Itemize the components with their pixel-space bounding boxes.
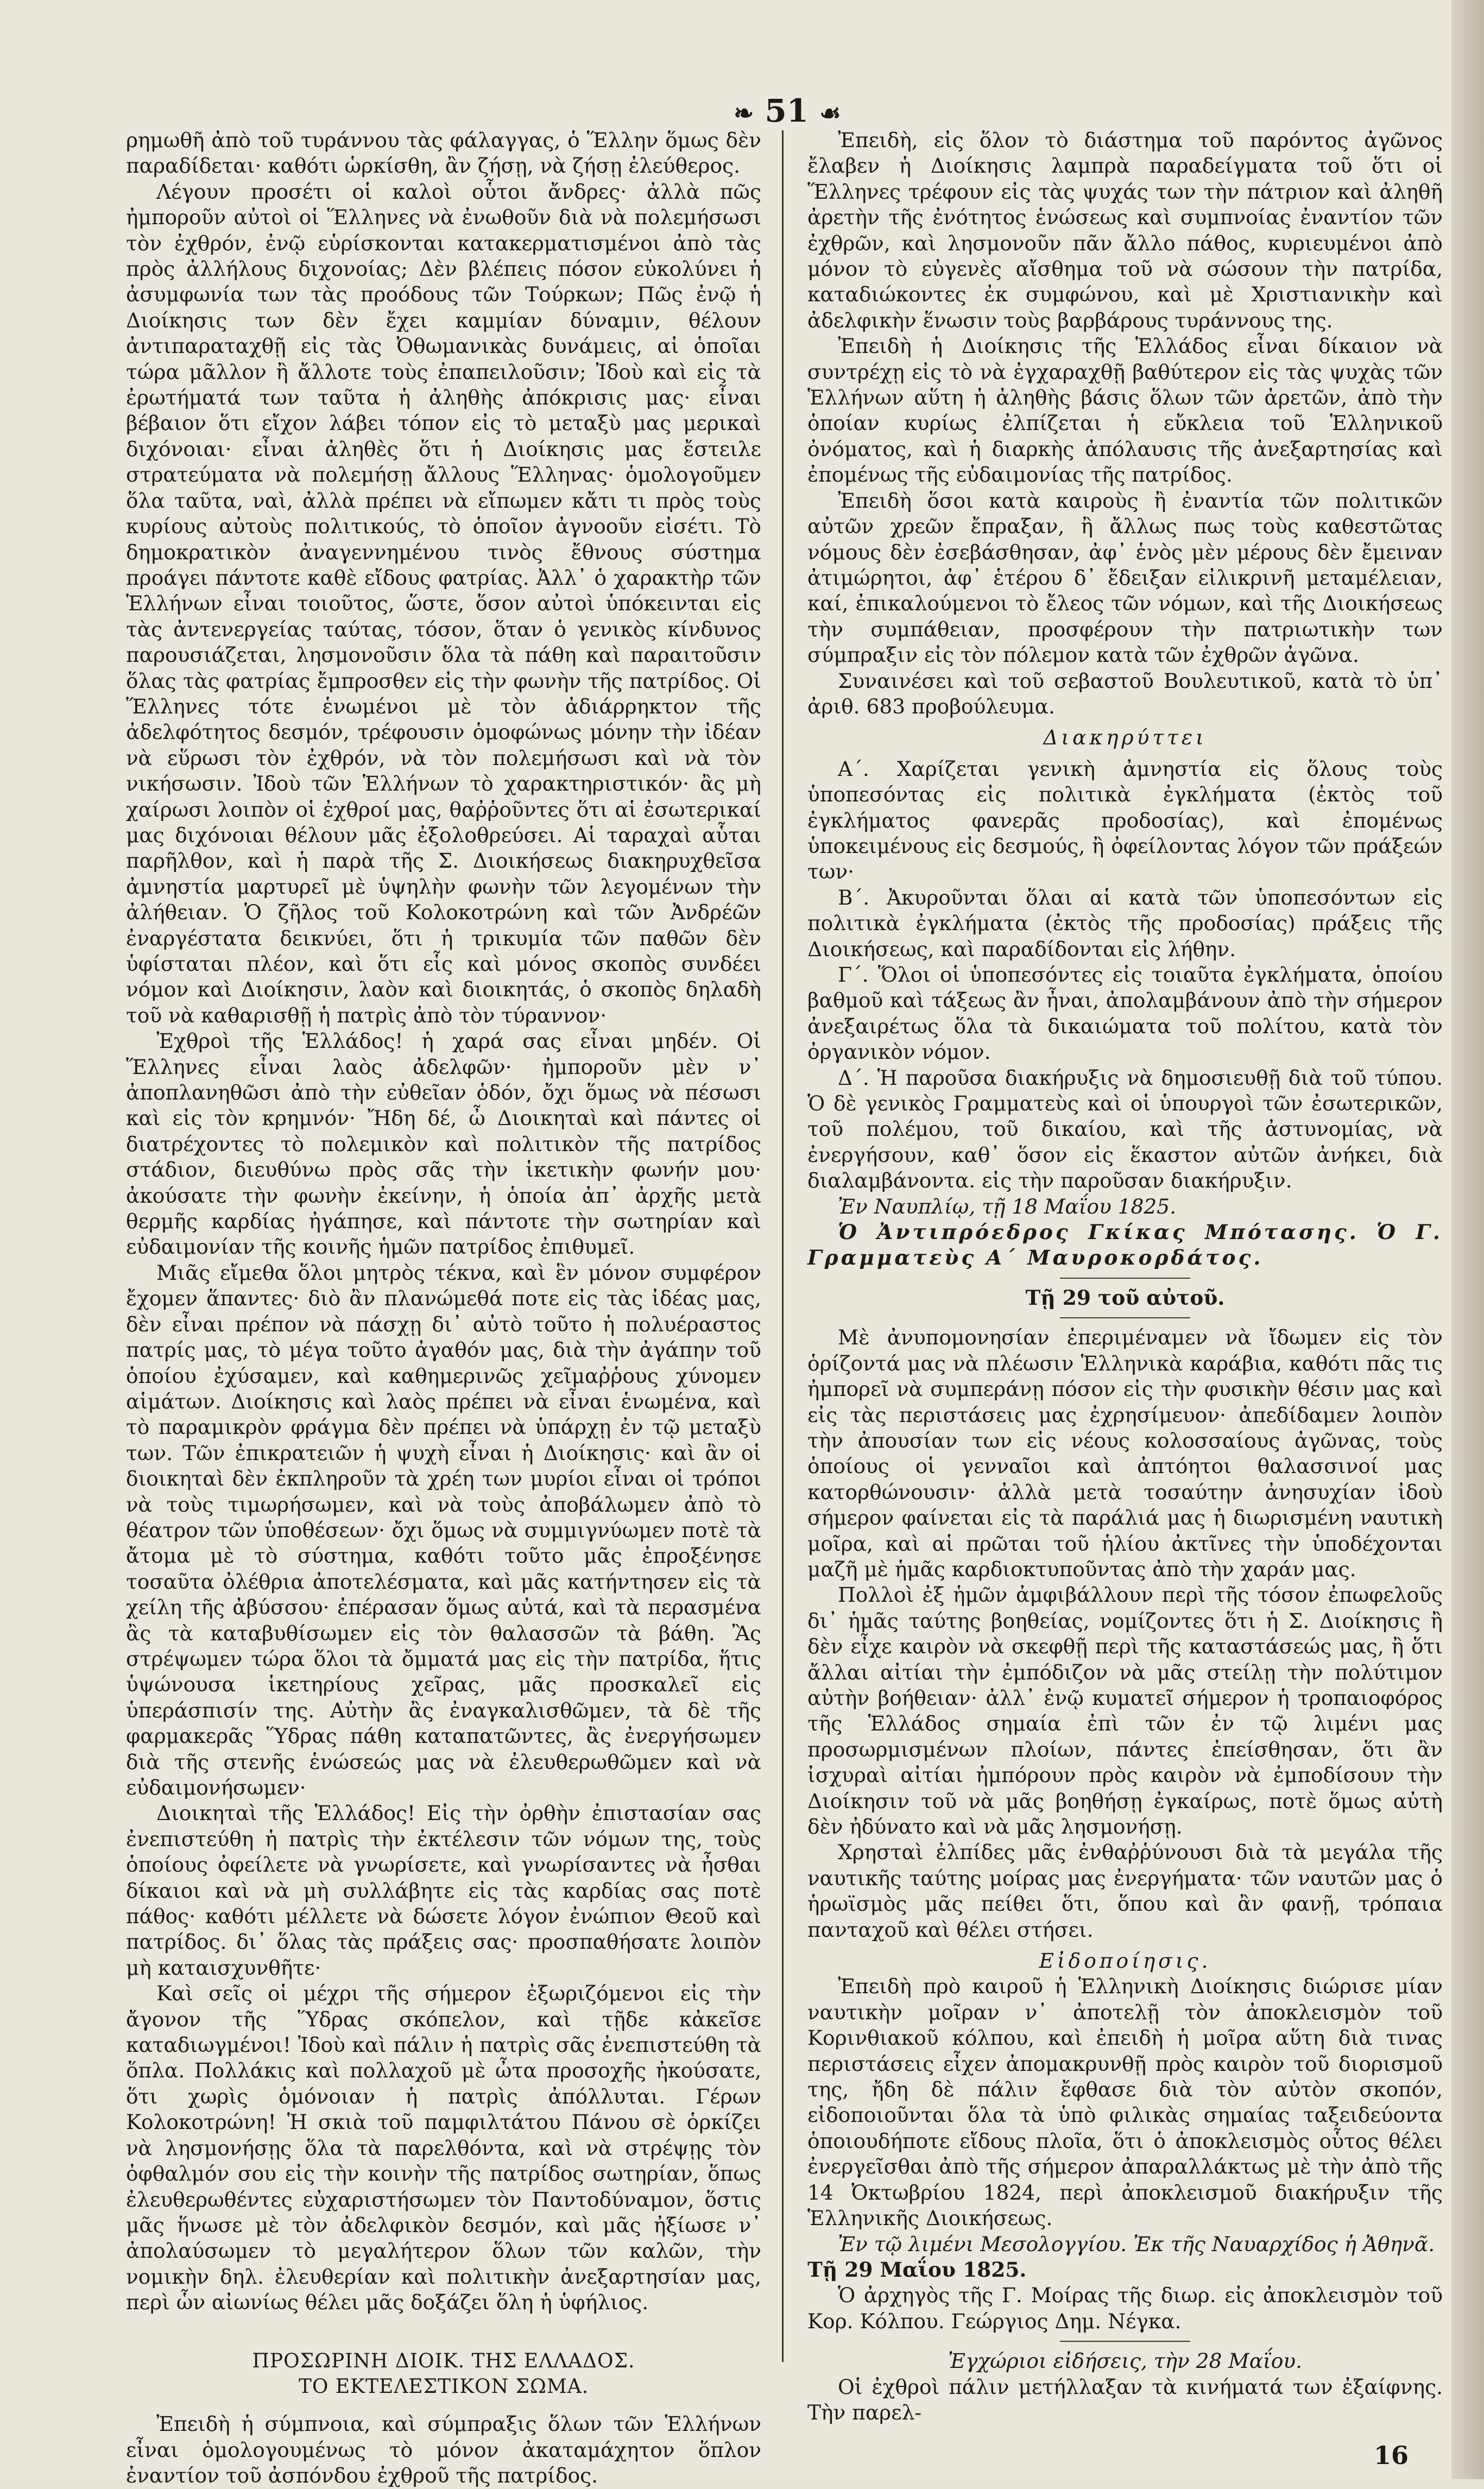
executive-heading: ΤΟ ΕΚΤΕΛΕΣΤΙΚΟΝ ΣΩΜΑ.: [298, 2375, 589, 2398]
decree-heading: Διακηρύττει: [1043, 725, 1207, 750]
notice-signature: Ὁ ἀρχηγὸς τῆς Γ. Μοίρας τῆς διωρ. εἰς ἀποκλεισμὸν τοῦ Κορ. Κόλπου. Γεώργιος Δημ. Νέγκα.: [807, 2283, 1443, 2333]
decree-item: Γ΄. Ὅλοι οἱ ὑποπεσόντες εἰς τοιαῦτα ἐγκλήματα, ὁποίου βαθμοῦ καὶ τάξεως ἂν ἦναι, ἀπολαμβάνουν ἀπὸ τὴν σήμερον ἀνεξαιρέτως ὅλα τὰ δικαιώματα τοῦ πολίτου, κατὰ τὸν ὀργανικὸν νόμον.: [807, 963, 1443, 1064]
decree-item: Α΄. Χαρίζεται γενικὴ ἀμνηστία εἰς ὅλους τοὺς ὑποπεσόντας εἰς πολιτικὰ ἐγκλήματα (ἐκτὸς τοῦ ἐγκλήματος φανερᾶς προδοσίας), καὶ ἐπομένως ὑποκειμένους εἰς δεσμούς, ἢ ὀφείλοντας λόγον τῶν πράξεών των·: [807, 756, 1443, 884]
right-column: [807, 128, 1443, 2425]
decree-item: Δ΄. Ἡ παροῦσα διακήρυξις νὰ δημοσιευθῇ διὰ τοῦ τύπου. Ὁ δὲ γενικὸς Γραμματεὺς καὶ οἱ ὑπουργοὶ τῶν ἐσωτερικῶν, τοῦ πολέμου, τοῦ δικαίου, καὶ τῆς ἀστυνομίας, νὰ ἐνεργήσουν, καθ᾽ ὅσον εἰς ἕκαστον αὐτῶν ἀνήκει, διὰ διαλαμβάνοντα. εἰς τὴν παροῦσαν διακήρυξιν.: [807, 1065, 1443, 1193]
paragraph: Ἐπειδὴ ἡ Διοίκησις τῆς Ἑλλάδος εἶναι δίκαιον νὰ συντρέχῃ εἰς τὸ νὰ ἐγχαραχθῇ βαθύτερον εἰς τὰς ψυχὰς τῶν Ἑλλήνων αὕτη ἡ ἀληθὴς βάσις ὅλων τῶν ἀρετῶν, ἀπὸ τὴν ὁποίαν κυρίως ἐλπίζεται ἡ εὔκλεια τοῦ Ἑλληνικοῦ ὀνόματος, καὶ ἡ διαρκὴς ἀπόλαυσις τῆς ἀνεξαρτησίας καὶ ἐπομένως τῆς εὐδαιμονίας τῆς πατρίδος.: [807, 334, 1443, 487]
signature-line: Ὁ Ἀντιπρόεδρος Γκίκας Μπότασης. Ὁ Γ. Γραμματεὺς Α΄ Μαυροκορδάτος.: [807, 1220, 1443, 1270]
paragraph: Οἱ ἐχθροὶ πάλιν μετήλλαξαν τὰ κινήματά των ἐξαίφνης. Τὴν παρελ-: [807, 2374, 1443, 2424]
paragraph: Λέγουν προσέτι οἱ καλοὶ οὗτοι ἄνδρες· ἀλλὰ πῶς ἠμποροῦν αὐτοὶ οἱ Ἕλληνες νὰ ἐνωθοῦν διὰ νὰ πολεμήσωσι τὸν ἐχθρόν, ἐνῷ εὑρίσκονται κατακερματισμένοι ἀπὸ τὰς πρὸς ἀλλήλους διχονοίας; Δὲν βλέπεις πόσον εὐκολύνει ἡ ἀσυμφωνία των τὰς προόδους τῶν Τούρκων; Πῶς ἐνῷ ἡ Διοίκησις των δὲν ἔχει καμμίαν δύναμιν, θέλουν ἀντιπαραταχθῇ εἰς τὰς Ὀθωμανικὰς δυνάμεις, αἱ ὁποῖαι τώρα μᾶλλον ἢ ἄλλοτε τοὺς ἐπαπειλοῦσιν; Ἰδοὺ καὶ εἰς τὰ ἐρωτήματά των ταῦτα ἡ ἀληθὴς ἀπόκρισις μας· εἶναι βέβαιον ὅτι εἴχον λάβει τόπον εἰς τὸ μεταξὺ μας μερικαὶ διχόνοιαι· εἶναι ἀληθὲς ὅτι ἡ Διοίκησις μας ἔστειλε στρατεύματα νὰ πολεμήσῃ ἄλλους Ἕλληνας· ὁμολογοῦμεν ὅλα ταῦτα, ναὶ, ἀλλὰ πρέπει νὰ εἴπωμεν κἄτι τι πρὸς τοὺς κυρίους αὐτοὺς πολιτικούς, τὸ ὁποῖον ἀγνοοῦν εἰσέτι. Τὸ δημοκρατικὸν ἀναγεννημένου τινὸς ἔθνους σύστημα προάγει πάντοτε καθὲ εἴδους φατρίας. Ἀλλ᾽ ὁ χαρακτὴρ τῶν Ἑλλήνων εἶναι τοιοῦτος, ὥστε, ὅσον αὐτοὶ ὑπόκεινται εἰς τὰς ἀντενεργείας ταύτας, τόσον, ὅταν ὁ γενικὸς κίνδυνος παρουσιάζεται, λησμονοῦσιν ὅλα τὰ πάθη καὶ παραιτοῦσιν ὅλας τὰς φατρίας ἔμπροσθεν εἰς τὴν φωνὴν τῆς πατρίδος. Οἱ Ἕλληνες τότε ἑνωμένοι μὲ τὸν ἀδιάρρηκτον τῆς ἀδελφότητος δεσμόν, τρέφουσιν ὁμοφώνως μόνην τὴν ἰδέαν νὰ εὕρωσι τὸν ἐχθρόν, νὰ τὸν πολεμήσωσι καὶ νὰ τὸν νικήσωσιν. Ἰδοὺ τῶν Ἑλλήνων τὸ χαρακτηριστικόν· ἂς μὴ χαίρωσι λοιπὸν οἱ ἐχθροί μας, θαῤῥοῦντες ὅτι αἱ ἐσωτερικαί μας διχόνοιαι θέλουν μᾶς ἐξολοθρεύσει. Αἱ ταραχαὶ αὗται παρῆλθον, καὶ ἡ παρὰ τῆς Σ. Διοικήσεως διακηρυχθεῖσα ἀμνηστία μαρτυρεῖ μὲ ὑψηλὴν φωνὴν τῶν λεγομένων τὴν ἀλήθειαν. Ὁ ζῆλος τοῦ Κολοκοτρώνη καὶ τῶν Ἀνδρέῶν ἐναργέστατα δεικνύει, ὅτι ἡ τρικυμία τῶν παθῶν δὲν ὑφίσταται πλέον, καὶ ὅτι εἷς καὶ μόνος σκοπὸς συνδέει νόμον καὶ Διοίκησιν, λαὸν καὶ διοικητάς, ὁ σκοπὸς δηλαδὴ τοῦ νὰ καθαρισθῇ ἡ πατρὶς ἀπὸ τὸν τύραννον·: [126, 179, 761, 1027]
paragraph: Διοικηταὶ τῆς Ἑλλάδος! Εἰς τὴν ὀρθὴν ἐπιστασίαν σας ἐνεπιστεύθη ἡ πατρὶς τὴν ἐκτέλεσιν τῶν νόμων της, τοὺς ὁποίους ὀφείλετε νὰ γνωρίσετε, καὶ γνωρίσαντες νὰ ἦσθαι δίκαιοι καὶ νὰ μὴ συλλάβητε εἰς τὰς καρδίας σας ποτὲ πάθος· καθότι μέλλετε νὰ δώσετε λόγον ἐνώπιον Θεοῦ καὶ πατρίδος. δι᾽ ὅλας τὰς πράξεις σας· προσπαθήσατε λοιπὸν μὴ καταισχυνθῆτε·: [126, 1801, 761, 1980]
paragraph: Μὲ ἀνυπομονησίαν ἐπεριμέναμεν νὰ ἴδωμεν εἰς τὸν ὁρίζοντά μας νὰ πλέωσιν Ἑλληνικὰ καράβια, καθότι πᾶς τις ἠμπορεῖ νὰ συμπεράνῃ πόσον εἰς τὴν φυσικὴν θέσιν μας καὶ εἰς τὰς περιστάσεις μας ἐχρησίμευον· ἀπεδίδαμεν λοιπὸν τὴν ἀπουσίαν των εἰς νέους κολοσσαίους ἀγῶνας, τοὺς ὁποίους οἱ γενναῖοι καὶ ἀπτόητοι θαλασσινοί μας κατορθώνουσιν· ἀλλὰ μετὰ τοσαύτην ἀνησυχίαν ἰδοὺ σήμερον φαίνεται εἰς τὰ παράλιά μας ἡ διωρισμένη ναυτικὴ μοῖρα, καὶ αἱ πρῶται τοῦ ἡλίου ἀκτῖνες τὴν ὑποδέχονται μαζῆ μὲ ἡμᾶς καρδιοκτυποῦντας ἀπὸ τὴν χαράν μας.: [807, 1325, 1443, 1581]
paragraph: Ἐπειδὴ ὅσοι κατὰ καιροὺς ἢ ἐναντία τῶν πολιτικῶν αὐτῶν χρεῶν ἔπραξαν, ἢ ἄλλως πως τοὺς καθεστῶτας νόμους δὲν ἐσεβάσθησαν, ἀφ᾽ ἑνὸς μὲν μέρους δὲν ἔμειναν ἀτιμώρητοι, ἀφ᾽ ἑτέρου δ᾽ ἔδειξαν εἰλικρινῆ μεταμέλειαν, καί, ἐπικαλούμενοι τὸ ἔλεος τῶν νόμων, καὶ τῆς Διοικήσεως τὴν συμπάθειαν, προσφέρουν τὴν πατριωτικὴν των σύμπραξιν εἰς τὸν πόλεμον κατὰ τῶν ἐχθρῶν ἀγῶνα.: [807, 488, 1443, 667]
notice-date: Τῇ 29 Μαΐου 1825.: [807, 2257, 1027, 2282]
left-column: [126, 128, 761, 2489]
paragraph: Συναινέσει καὶ τοῦ σεβαστοῦ Βουλευτικοῦ, κατὰ τὸ ὑπ᾽ ἀριθ. 683 προβούλευμα.: [807, 668, 1443, 718]
left-ornament-icon: ❧: [734, 99, 754, 128]
section-rule: [1060, 1317, 1190, 1318]
government-heading: ΠΡΟΣΩΡΙΝΗ ΔΙΟΙΚ. ΤΗΣ ΕΛΛΑΔΟΣ.: [252, 2349, 635, 2372]
paragraph: Χρησταὶ ἐλπίδες μᾶς ἐνθαῤῥύνουσι διὰ τὰ μεγάλα τῆς ναυτικῆς ταύτης μοίρας μας ἐνεργήματα· τῶν ναυτῶν μας ὁ ἡρωϊσμὸς μᾶς πείθει ὅτι, ὅπου καὶ ἂν φανῇ, τρόπαια πανταχοῦ καὶ θέλει στήσει.: [807, 1840, 1443, 1942]
paragraph: Ἐπειδὴ, εἰς ὅλον τὸ διάστημα τοῦ παρόντος ἀγῶνος ἔλαβεν ἡ Διοίκησις λαμπρὰ παραδείγματα τοῦ ὅτι οἱ Ἕλληνες τρέφουν εἰς τὰς ψυχάς των τὴν πάτριον καὶ ἀληθῆ ἀρετὴν τῆς ἐνότητος ἑνώσεως καὶ συμπνοίας ἐναντίον τῶν ἐχθρῶν, καὶ λησμονοῦν πᾶν ἄλλο πάθος, κυριευμένοι ἀπὸ μόνον τὸ εὐγενὲς αἴσθημα τοῦ νὰ σώσουν τὴν πατρίδα, καταδιώκοντες ἐκ συμφώνου, καὶ μὲ Χριστιανικὴν καὶ ἀδελφικὴν ἕνωσιν τοὺς βαρβάρους τυράννους της.: [807, 128, 1443, 332]
date-line: Ἐν Ναυπλίῳ, τῇ 18 Μαΐου 1825.: [838, 1194, 1177, 1218]
page-number: 51: [765, 92, 809, 129]
paragraph: Ἐπειδὴ πρὸ καιροῦ ἡ Ἑλληνικὴ Διοίκησις διώρισε μίαν ναυτικὴν μοῖραν ν᾽ ἀποτελῇ τὸν ἀποκλεισμὸν τοῦ Κορινθιακοῦ κόλπου, καὶ ἐπειδὴ ἡ μοῖρα αὕτη διὰ τινας περιστάσεις εἶχεν ἀπομακρυνθῇ πρὸς καιρὸν τοῦ διορισμοῦ της, ἤδη δὲ πάλιν ἔφθασε διὰ τὸν αὐτὸν σκοπόν, εἰδοποιοῦνται ὅλα τὰ ὑπὸ φιλικὰς σημαίας ταξειδεύοντα ὁποιουδήποτε εἴδους πλοῖα, ὅτι ὁ ἀποκλεισμὸς οὗτος θέλει ἐνεργεῖσθαι ἀπὸ τῆς σήμερον ἀπαραλλάκτως μὲ τὴν ἀπὸ τῆς 14 Ὀκτωβρίου 1824, περὶ ἀποκλεισμοῦ διακήρυξιν τῆς Ἑλληνικῆς Διοικήσεως.: [807, 1974, 1443, 2231]
notice-place: Ἐν τῷ λιμένι Μεσολογγίου. Ἐκ τῆς Ναυαρχίδος ἡ Ἀθηνᾶ.: [838, 2232, 1435, 2256]
section-rule: [1060, 2341, 1190, 2342]
paragraph: Ἐπειδὴ ἡ σύμπνοια, καὶ σύμπραξις ὅλων τῶν Ἑλλήνων εἶναι ὁμολογουμένως τὸ μόνον ἀκαταμάχητον ὅπλον ἐναντίον τοῦ ἀσπόνδου ἐχθροῦ τῆς πατρίδος.: [126, 2412, 761, 2488]
paragraph: ρημωθῆ ἀπὸ τοῦ τυράννου τὰς φάλαγγας, ὁ Ἕλλην ὅμως δὲν παραδίδεται· καθότι ὡρκίσθη, ἂν ζήσῃ, νὰ ζήσῃ ἐλεύθερος.: [126, 128, 761, 178]
scan-edge: [1451, 0, 1484, 2479]
paragraph: Καὶ σεῖς οἱ μέχρι τῆς σήμερον ἐξωριζόμενοι εἰς τὴν ἄγονον τῆς Ὕδρας σκόπελον, καὶ τῇδε κἀκεῖσε καταδιωγμένοι! Ἰδοὺ καὶ πάλιν ἡ πατρὶς σᾶς ἐνεπιστεύθη τὰ ὅπλα. Πολλάκις καὶ πολλαχοῦ μὲ ὦτα προσοχῆς ἠκούσατε, ὅτι χωρὶς ὁμόνοιαν ἡ πατρὶς ἀπόλλυται. Γέρων Κολοκοτρώνη! Ἡ σκιὰ τοῦ παμφιλτάτου Πάνου σὲ ὁρκίζει νὰ λησμονήσῃς ὅλα τὰ παρελθόντα, καὶ νὰ στρέψῃς τὸν ὀφθαλμόν σου εἰς τὴν κοινὴν τῆς πατρίδος σωτηρίαν, ὅπως ἐλευθερωθέντες εὐχαριστήσωμεν τὸν Παντοδύναμον, ὅστις μᾶς ἥνωσε μὲ τὸν ἀδελφικὸν δεσμόν, καὶ μᾶς ἠξίωσε ν᾽ ἀπολαύσωμεν τὸ μεγαλήτερον ὅλων τῶν καλῶν, τὴν νομικὴν δηλ. ἐλευθερίαν καὶ πολιτικὴν ἀνεξαρτησίαν μας, περὶ ὧν αἰωνίως θέλει μᾶς δοξάζει ὅλη ἡ ὑφήλιος.: [126, 1981, 761, 2315]
paragraph: Ἐχθροὶ τῆς Ἑλλάδος! ἡ χαρά σας εἶναι μηδέν. Οἱ Ἕλληνες εἶναι λαὸς ἀδελφῶν· ἠμποροῦν μὲν ν᾽ ἀποπλανηθῶσι ἀπὸ τὴν εὐθεῖαν ὁδόν, ὄχι ὅμως νὰ πέσωσι καὶ εἰς τὸν κρημνόν· Ἤδη δέ, ὦ Διοικηταὶ καὶ πάντες οἱ διατρέχοντες τὸ πολεμικὸν καὶ πολιτικὸν τῆς πατρίδος στάδιον, διευθύνω πρὸς σᾶς τὴν ἱκετικὴν φωνήν μου· ἀκούσατε τὴν φωνὴν ἐκείνην, ἡ ὁποία ἀπ᾽ ἀρχῆς μετὰ θερμῆς καρδίας ἠγάπησε, καὶ πάντοτε τὴν σωτηρίαν καὶ εὐδαιμονίαν τῆς κοινῆς ἡμῶν πατρίδος ἐπιθυμεῖ.: [126, 1029, 761, 1259]
right-ornament-icon: ☙: [819, 99, 841, 128]
section-rule: [1060, 1278, 1190, 1279]
notice-heading: Εἰδοποίησις.: [1039, 1949, 1211, 1973]
paragraph: Πολλοὶ ἐξ ἡμῶν ἀμφιβάλλουν περὶ τῆς τόσον ἐπωφελοῦς δι᾽ ἡμᾶς ταύτης βοηθείας, νομίζοντες ὅτι ἡ Σ. Διοίκησις ἢ δὲν εἶχε καιρὸν νὰ σκεφθῇ περὶ τῆς καταστάσεώς μας, ἢ ὅτι ἄλλαι αἰτίαι τὴν ἐμπόδιζον νὰ μᾶς στείλῃ τὴν πολύτιμον αὐτὴν βοήθειαν· ἀλλ᾽ ἐνῷ κυματεῖ σήμερον ἡ τροπαιοφόρος τῆς Ἑλλάδος σημαία ἐπὶ τῶν ἐν τῷ λιμένι μας προσωρμισμένων πλοίων, πάντες ἐπείσθησαν, ὅτι ἂν ἰσχυραὶ αἰτίαι ἠμπόρουν πρὸς καιρὸν νὰ ἐμποδίσουν τὴν Διοίκησιν τοῦ νὰ μᾶς βοηθήσῃ ἐγκαίρως, ποτὲ ὅμως αὐτὴ δὲν ἠδύνατο καὶ νὰ μᾶς λησμονήσῃ.: [807, 1583, 1443, 1839]
local-news-heading: Ἐγχώριοι εἰδήσεις, τὴν 28 Μαΐου.: [948, 2349, 1303, 2373]
column-divider: [782, 130, 784, 2362]
decree-item: Β΄. Ἀκυροῦνται ὅλαι αἱ κατὰ τῶν ὑποπεσόντων εἰς πολιτικὰ ἐγκλήματα (ἐκτὸς τῆς προδοσίας) πράξεις τῆς Διοικήσεως, καὶ παραδίδονται εἰς λήθην.: [807, 885, 1443, 961]
signature-mark: 16: [1374, 2441, 1409, 2470]
paragraph: Μιᾶς εἴμεθα ὅλοι μητρὸς τέκνα, καὶ ἓν μόνον συμφέρον ἔχομεν ἅπαντες· διὸ ἂν πλανώμεθά ποτε εἰς τὰς ἰδέας μας, δὲν εἶναι πρέπον νὰ πάσχῃ δι᾽ αὐτὸ τοῦτο ἡ πολυέραστος πατρίς μας, τὸ μέγα τοῦτο ἀγαθόν μας, διὰ τὴν ἀγάπην τοῦ ὁποίου ἐχύσαμεν, καὶ καθημερινῶς χεῖμαῤῥους χύνομεν αἱμάτων. Διοίκησις καὶ λαὸς πρέπει νὰ εἶναι ἑνωμένα, καὶ τὸ παραμικρὸν φράγμα δὲν πρέπει νὰ ὑπάρχῃ ἐν τῷ μεταξὺ των. Τῶν ἐπικρατειῶν ἡ ψυχὴ εἶναι ἡ Διοίκησις· καὶ ἂν οἱ διοικηταὶ δὲν ἐκπληροῦν τὰ χρέη των μυρίοι εἶναι οἱ τρόποι νὰ τοὺς τιμωρήσωμεν, καὶ νὰ τοὺς ἀποβάλωμεν ἀπὸ τὸ θέατρον τῶν ὑποθέσεων· ὄχι ὅμως νὰ συμμιγνύωμεν ποτὲ τὰ ἄτομα μὲ τὸ σύστημα, καθότι τοῦτο μᾶς ἐπροξένησε τοσαῦτα ὀλέθρια ἀποτελέσματα, καὶ μᾶς κατήντησεν εἰς τὰ χείλη τῆς ἀβύσσου· ἐπέρασαν ὅμως αὐτά, καὶ τὰ περασμένα ἂς τὰ καταβυθίσωμεν εἰς τὸν θαλασσῶν τὰ βάθη. Ἂς στρέψωμεν τώρα ὅλοι τὰ ὄμματά μας εἰς τὴν πατρίδα, ἥτις ὑψώνουσα ἱκετηρίους χεῖρας, μᾶς προσκαλεῖ εἰς ὑπεράσπισίν της. Αὐτὴν ἂς ἐναγκαλισθῶμεν, τὰ δὲ τῆς φαρμακερᾶς Ὕδρας πάθη καταπατῶντες, ἂς ἐνεργήσωμεν διὰ τῆς στενῆς ἑνώσεώς μας νὰ ἐλευθερωθῶμεν καὶ νὰ εὐδαιμονήσωμεν·: [126, 1260, 761, 1799]
section-date: Τῇ 29 τοῦ αὐτοῦ.: [1025, 1285, 1225, 1310]
